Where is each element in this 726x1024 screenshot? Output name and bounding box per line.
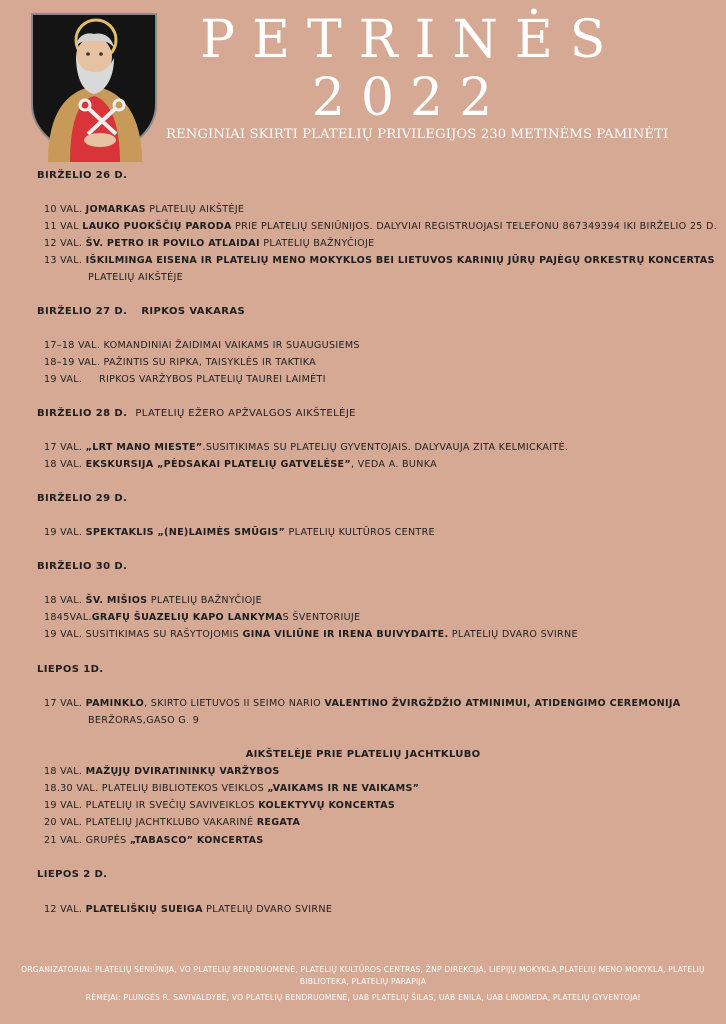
- event-row: 18 VAL. ŠV. MIŠIOS PLATELIŲ BAŽNYČIOJE: [44, 595, 262, 606]
- organizers-text: ORGANIZATORIAI: PLATELIŲ SENIŪNIJA, VO PLATELIŲ BENDRUOMENĖ, PLATELIŲ KULTŪROS CENTRAS, ŽNP DIREKCIJA, LIEPIJŲ MOKYKLA,PLATELIŲ MENO MOKYKLA, PLATELIŲ BIBLIOTEKA, PLATELIŲ PARAPIJA: [21, 965, 705, 986]
- event-row: 17–18 VAL. KOMANDINIAI ŽAIDIMAI VAIKAMS IR SUAUGUSIEMS: [44, 340, 360, 351]
- day-heading: BIRŽELIO 27 D. RIPKOS VAKARAS: [37, 306, 246, 317]
- event-row: 19 VAL. RIPKOS VARŽYBOS PLATELIŲ TAUREI LAIMĖTI: [44, 374, 326, 385]
- day-heading: BIRŽELIO 26 D.: [37, 170, 128, 181]
- poster-title: PETRINĖS: [200, 10, 623, 70]
- day-heading: BIRŽELIO 29 D.: [37, 493, 128, 504]
- event-row: 12 VAL. ŠV. PETRO IR POVILO ATLAIDAI PLATELIŲ BAŽNYČIOJE: [44, 238, 375, 249]
- event-row: 19 VAL. PLATELIŲ IR SVEČIŲ SAVIVEIKLOS KOLEKTYVŲ KONCERTAS: [44, 800, 396, 811]
- event-row-continuation: PLATELIŲ AIKŠTĖJE: [88, 272, 184, 283]
- event-row: 11 VAL LAUKO PUOKŠČIŲ PARODA PRIE PLATELIŲ SENIŪNIJOS. DALYVIAI REGISTRUOJASI TELEFONU 867349394 IKI BIRŽELIO 25 D.: [44, 221, 718, 232]
- day-heading: LIEPOS 1D.: [37, 664, 104, 675]
- day-heading: LIEPOS 2 D.: [37, 869, 108, 880]
- day-heading: BIRŽELIO 30 D.: [37, 561, 128, 572]
- event-row-continuation: BERŽORAS,GASO G. 9: [88, 715, 200, 726]
- event-row: 12 VAL. PLATELIŠKIŲ SUEIGA PLATELIŲ DVARO SVIRNE: [44, 904, 333, 915]
- event-row: 18 VAL. EKSKURSIJA „PĖDSAKAI PLATELIŲ GATVELĖSE”, VEDA A. BUNKA: [44, 459, 437, 470]
- st-peter-crest-icon: [30, 12, 158, 162]
- poster-subtitle: RENGINIAI SKIRTI PLATELIŲ PRIVILEGIJOS 230 METINĖMS PAMINĖTI: [166, 127, 669, 142]
- sponsors-text: RĖMĖJAI: PLUNGĖS R. SAVIVALDYBĖ, VO PLATELIŲ BENDRUOMENĖ, UAB PLATELIŲ ŠILAS, UAB ENILA, UAB LINOMEDA, PLATELIŲ GYVENTOJAI: [85, 993, 641, 1002]
- event-row: 17 VAL. „LRT MANO MIESTE”.SUSITIKIMAS SU PLATELIŲ GYVENTOJAIS. DALYVAUJA ZITA KELMICKAITĖ.: [44, 442, 569, 453]
- event-row: 18 VAL. MAŽŲJŲ DVIRATININKŲ VARŽYBOS: [44, 766, 280, 777]
- event-row: 13 VAL. IŠKILMINGA EISENA IR PLATELIŲ MENO MOKYKLOS BEI LIETUVOS KARINIŲ JŪRŲ PAJĖGŲ ORKESTRŲ KONCERTAS: [44, 255, 715, 266]
- event-row: 18.30 VAL. PLATELIŲ BIBLIOTEKOS VEIKLOS „VAIKAMS IR NE VAIKAMS”: [44, 783, 420, 794]
- section-subheading: AIKŠTELĖJE PRIE PLATELIŲ JACHTKLUBO: [245, 749, 481, 760]
- day-heading: BIRŽELIO 28 D. PLATELIŲ EŽERO APŽVALGOS AIKŠTELĖJE: [37, 408, 356, 419]
- poster-year: 2022: [311, 68, 509, 128]
- event-row: 1845VAL.GRAFŲ ŠUAZELIŲ KAPO LANKYMAS ŠVENTORIUJE: [44, 612, 361, 623]
- event-row: 20 VAL. PLATELIŲ JACHTKLUBO VAKARINĖ REGATA: [44, 817, 301, 828]
- event-row: 19 VAL. SPEKTAKLIS „(NE)LAIMĖS SMŪGIS” PLATELIŲ KULTŪROS CENTRE: [44, 527, 435, 538]
- event-row: 18–19 VAL. PAŽINTIS SU RIPKA, TAISYKLĖS IR TAKTIKA: [44, 357, 317, 368]
- event-row: 10 VAL. JOMARKAS PLATELIŲ AIKŠTĖJE: [44, 204, 245, 215]
- event-row: 17 VAL. PAMINKLO, SKIRTO LIETUVOS II SEIMO NARIO VALENTINO ŽVIRGŽDŽIO ATMINIMUI, ATIDENGIMO CEREMONIJA: [44, 698, 681, 709]
- event-row: 21 VAL. GRUPĖS „TABASCO” KONCERTAS: [44, 835, 264, 846]
- event-row: 19 VAL. SUSITIKIMAS SU RAŠYTOJOMIS GINA VILIŪNE IR IRENA BUIVYDAITE. PLATELIŲ DVARO SVIRNE: [44, 629, 578, 640]
